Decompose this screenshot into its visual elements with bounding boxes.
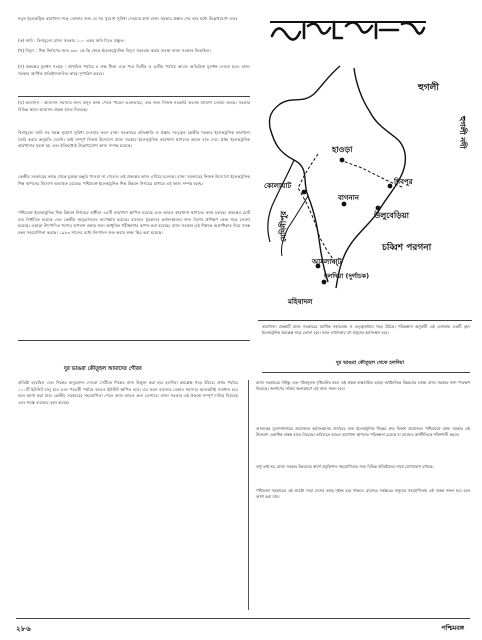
label-mahishadal: মহিষাদল [288,298,313,306]
column-divider [248,380,249,610]
label-kolaghat: কোলাঘাট [264,182,292,190]
map-caption: দুর ভাঙরা কৌতূহল থেকে হলদিয়া [336,360,405,366]
section-rule-left [18,340,250,341]
map-title-art [268,16,428,44]
river-left-bank [269,66,340,282]
factory-paragraph: কারখানা। প্রকল্পটি রাজ্য সরকারের আর্থিক সহায়তায় ও তত্ত্বাবধানে গড়ে উঠছে। পরিকল্পনা অনুযায়ী এই এলাকায় একটি বৃহৎ ইলেকট্রনিক কমপ্লেক্স গড়ে তোলা হবে। ফলে এখানকার বহু মানুষের কর্মসংস্থান হবে। [262,324,470,336]
haldia-dot [322,280,327,285]
label-amlaghat: আমলাঘাট [312,258,342,266]
corporation-paragraph: পশ্চিমবঙ্গ ইলেকট্রনিক শিল্প উন্নয়ন নিগমের অধীনে ৪৫টি কারখানা স্থাপিত হয়েছে এবং আরও কারখানা স্থাপনের কাজ চলছে। প্রকল্পের মোট ব্যয় নির্ধারিত হয়েছে এবং কেন্দ্রীয় অনুমোদনের অপেক্ষায় রয়েছে। রাজ্যের যুবকদের কর্মসংস্থানের জন্য বিশেষ প্রশিক্ষণ কেন্দ্র গড়ে তোলা হয়েছে। এছাড়া উৎপাদিত পণ্যের গুণমান রক্ষার জন্য আধুনিক পরীক্ষাগার স্থাপন করা হয়েছে। রাজ্য সরকার এই শিল্পকে অগ্রাধিকার দিয়ে সমস্ত রকম সহযোগিতা করছে। ১৯৮৩ সালের মধ্যে উৎপাদন শুরু করার লক্ষ্য স্থির করা হয়েছে। [18,210,250,235]
intro-paragraph: নতুন ইলেকট্রিক কারখানা গড়ে তোলার জন্য যে সব সুযোগ সুবিধা দেওয়ার কথা রাজ্য সরকার প্রস্তাব দেয় তার মধ্যে উল্লেখযোগ্য হলঃ [18,16,238,21]
label-hooghly: হুগলী [418,83,439,93]
label-bagnan: বাগনান [338,194,359,202]
label-uluberia: উলুবেড়িয়া [374,211,409,220]
label-midnapore: মেদিনীপুর [279,210,288,242]
label-south24: চব্বিশ পরগনা [382,243,432,253]
shibpur-dot [388,184,393,189]
kolaghat-dot [302,190,307,195]
housing-paragraph: (ঘ) আবাসন : আবাসন সমস্যার জন্য মানুষ কাজ পেতে পারেন এমনভাবে, তার জন্য নিজস্ব সরকারি অনেক জায়গা নেওয়া আছে। সরকার বিভিন্ন স্থানে আবাসন প্রকল্প হাতে নিয়েছে। [18,100,250,112]
capital-paragraph: (গ) প্রকল্পের মূলধন সংগ্রহ : প্রাথমিক পর্যায়ে ৫ লক্ষ টাকা এবং পরে দ্বিতীয় ও তৃতীয় পর্যায়ে আরও অতিরিক্ত মূলধন দেওয়া হবে। রাজ্য সরকার আর্থিক প্রতিষ্ঠানগুলির কাছে সুপারিশ করবে। [18,64,250,76]
label-river: হুগলী নদী [458,116,467,149]
label-howrah: হাওড়া [332,145,353,154]
top-rule [18,96,250,97]
section-heading: দুর ভাঙরা কৌতূহল আমাদের গৌরব [64,366,142,372]
page-number: ২৮৬ [16,625,32,633]
map-bottom-rule [258,320,472,321]
magazine-name: পশ্চিমবঙ্গ [441,624,464,632]
footer-rule [16,618,470,619]
map-title-text: পদ্মপুর পথ [341,40,355,44]
power-paragraph: (খ) বিদ্যুৎ : শিল্প নির্মাণের জন্য ৩৩০ কে ভি থেকে ইলেকট্রোনিক বিদ্যুৎ সরবরাহ করার ব্যবস্থা রাজ্য সরকার নিয়েছিল। [18,48,211,53]
approval-paragraph: কেন্দ্রীয় সরকারের কাছে থেকে চূড়ান্ত মঞ্জুরি পাওয়া না গেলেও এই প্রকল্পের কাজ এগিয়ে চলেছে। রাজ্য সরকারের নিজস্ব উদ্যোগে ইলেকট্রনিক শিল্প স্থাপনের উদ্যোগ অব্যাহত রয়েছে। পশ্চিমবঙ্গ ইলেকট্রনিক শিল্প উন্নয়ন নিগমের মাধ্যমে এই কাজ সম্পন্ন হচ্ছে। [18,174,250,186]
label-shibpur: শিবপুর [394,178,413,186]
bagnan-dot [342,202,347,207]
uluberia-dot [376,206,381,211]
bottom-right-paragraph-4: পশ্চিমবঙ্গ সরকারের এই প্রচেষ্টা সারা দেশের কাছে দৃষ্টান্ত হয়ে থাকবে। রাজ্যের সর্বস্তরের মানুষের সহযোগিতায় এই প্রকল্প সফল হবে বলে আশা করা যায়। [256,488,470,500]
bottom-left-paragraph: প্রতিষ্ঠা হয়েছিল এবং শিল্পের অনুমোদন দেওয়া সেটিকে শিল্পের জন্য উন্মুক্ত করা হয়। হলদিয়া কমপ্লেক্স গড়ে উঠবে। প্রথম পর্যায়ে ১০০টি ইউনিট চালু হবে এবং পরবর্তী পর্যায়ে আরও ইউনিট স্থাপিত হবে। এর ফলে রাজ্যের বেকার সমস্যার অনেকটাই সমাধান হবে বলে আশা করা যায়। কেন্দ্রীয় সরকারের সহযোগিতা পেলে কাজ আরও দ্রুত এগোবে। রাজ্য সরকার এই প্রকল্পে সম্পূর্ণ দায়িত্ব নিয়েছে এবং সমস্ত ব্যয়ভার বহন করছে। [18,380,238,405]
label-haldia: হলদিয়া (দুর্গাচক) [324,272,370,280]
bottom-right-paragraph-1: রাজ্য সরকারের সহিষ্ণু এবং গঠনমূলক দৃষ্টিভঙ্গির ফলে এই প্রকল্প বাস্তবায়িত হচ্ছে। অর্থনৈতিক উন্নয়নের লক্ষ্যে রাজ্য সরকার নানা পদক্ষেপ নিয়েছে। জনগণের সক্রিয় অংশগ্রহণে এই কাজ সফল হবে। [256,380,470,392]
land-paragraph: (ক) জমি : বিনামূল্যে রাজ্য সরকার ১০০ একর জমি দিতে প্রস্তুত। [18,38,125,43]
policy-paragraph: বিনামূল্যে জমি সহ সমস্ত সুযোগ সুবিধা দেওয়ার ফলে রাজ্য সরকারের প্রতিশ্রুতি ও প্রস্তাব সত্ত্বেও কেন্দ্রীয় সরকার ইলেকট্রনিক কারখানা তৈরি করার অনুমতি দেয়নি। তাই সম্পূর্ণ নিজস্ব উদ্যোগে রাজ্য সরকার ইলেকট্রনিক কারখানা স্থাপনের কাজে হাত দেয়। প্রথম ইলেকট্রনিক কারখানার সূচনা হয় এবং ইতিমধ্যেই উল্লেখযোগ্য কাজ সম্পন্ন হয়েছে। [18,130,250,149]
bottom-right-paragraph-3: শুধু তাই নয়, রাজ্য সরকার উন্নয়নের স্বার্থে প্রযুক্তিগত সহযোগিতার জন্য বিভিন্ন প্রতিষ্ঠানের সাথে যোগাযোগ রাখছে। [256,464,434,469]
hooghly-haldia-map [258,56,472,318]
howrah-dot [340,158,345,163]
section-rule-right [262,372,470,373]
bottom-right-paragraph-2: আজকের যুবসম্প্রদায়ের প্রয়োজনে কর্মসংস্থানের প্রসারের জন্য ইলেকট্রনিক শিল্পের দ্রুত বিকাশ প্রয়োজন। পশ্চিমবঙ্গে রাজ্য সরকার এই উদ্দেশ্যে একাধিক প্রকল্প হাতে নিয়েছে। ভবিষ্যতে আরও কারখানা স্থাপনের পরিকল্পনা রয়েছে যা রাজ্যের অর্থনীতিকে শক্তিশালী করবে। [256,426,470,438]
